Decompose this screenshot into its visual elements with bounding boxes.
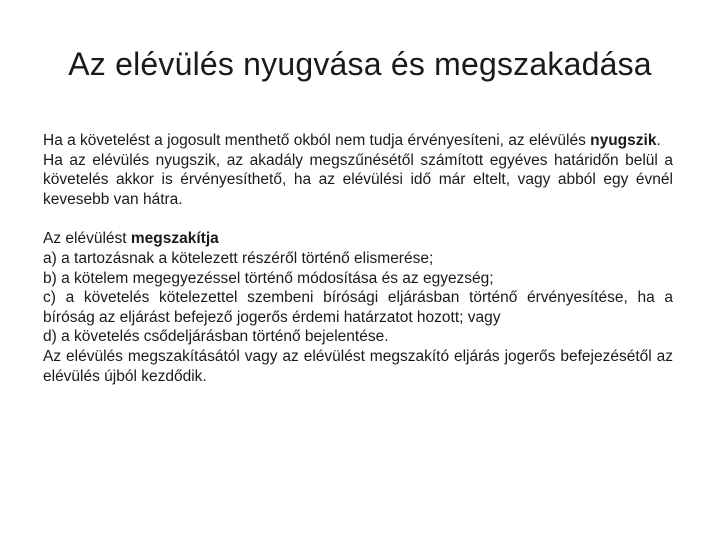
- paragraph-spacer: [43, 209, 673, 229]
- list-item-c: c) a követelés kötelezettel szembeni bírósági eljárásban történő érvényesítése, ha a bíróság az eljárást befejező jogerős érdemi határzatot hozott; vagy: [43, 289, 673, 326]
- term-megszakitja: megszakítja: [130, 230, 219, 248]
- paragraph-deadline: Ha az elévülés nyugszik, az akadály megszűnésétől számított egyéves határidőn belül a követelés akkor is érvényesíthető, ha az elévülési idő már eltelt, vagy abból egy évnél kevesebb van hátra.: [43, 151, 673, 208]
- paragraph-megszakitja-intro: [43, 229, 673, 249]
- paragraph-restart: Az elévülés megszakításától vagy az elévülést megszakító eljárás jogerős befejezésétől az elévülés újból kezdődik.: [43, 347, 673, 385]
- slide-title: Az elévülés nyugvása és megszakadása: [68, 46, 652, 82]
- list-item-b: b) a kötelem megegyezéssel történő módosítása és az egyezség;: [43, 269, 494, 287]
- term-nyugszik: nyugszik: [590, 132, 657, 149]
- slide-body: [43, 131, 673, 386]
- paragraph-megszakitja-text: Az elévülést: [43, 230, 131, 248]
- list-item-d: d) a követelés csődeljárásban történő bejelentése.: [43, 328, 389, 346]
- paragraph-nyugszik-text: Ha a követelést a jogosult menthető okból nem tudja érvényesíteni, az elévülés: [43, 132, 591, 149]
- paragraph-nyugszik-end: .: [656, 132, 661, 149]
- list-item-a: a) a tartozásnak a kötelezett részéről történő elismerése;: [43, 249, 434, 267]
- paragraph-nyugszik: [43, 131, 673, 151]
